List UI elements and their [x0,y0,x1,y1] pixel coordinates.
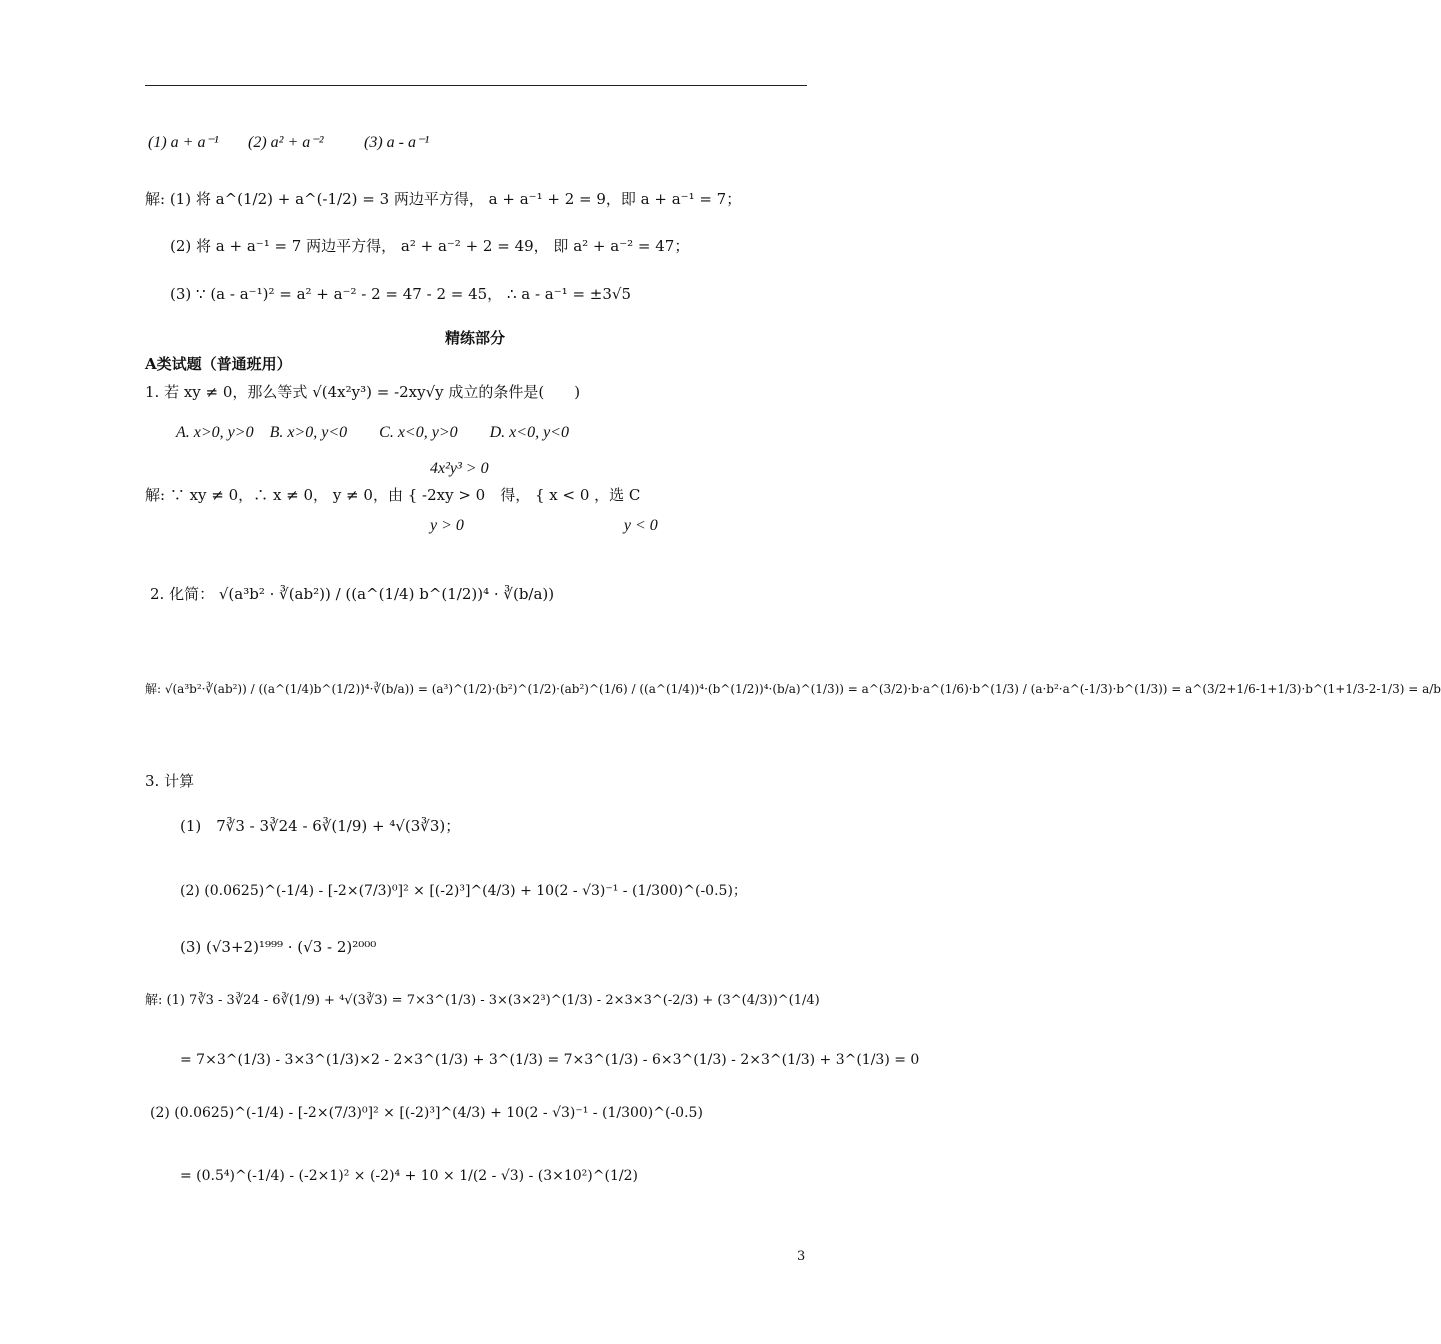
subsection-title: A类试题（普通班用） [145,355,292,373]
part-3: (3) a - a⁻¹ [364,134,430,151]
q3-solution-2a: (2) (0.0625)^(-1/4) - [-2×(7/3)⁰]² × [(-2)³]^(4/3) + 10(2 - √3)⁻¹ - (1/300)^(-0.5) [150,1105,703,1121]
part-1: (1) a + a⁻¹ [148,134,219,151]
q3-solution-1b: = 7×3^(1/3) - 3×3^(1/3)×2 - 2×3^(1/3) + 3^(1/3) = 7×3^(1/3) - 6×3^(1/3) - 2×3^(1/3) + 3^(1/3) = 0 [180,1052,920,1068]
solution-line-3: (3) ∵ (a - a⁻¹)² = a² + a⁻² - 2 = 47 - 2 = 45， ∴ a - a⁻¹ = ±3√5 [170,285,632,303]
q1-answer-line-1: 4x²y³ > 0 [430,460,489,477]
q3-title: 3. 计算 [145,772,195,790]
page-number: 3 [797,1249,806,1264]
q1-stem: 1. 若 xy ≠ 0，那么等式 √(4x²y³) = -2xy√y 成立的条件是( ) [145,383,581,401]
q1-answer-line-3: y > 0 y < 0 [430,517,658,534]
header-rule [145,85,807,86]
q1-options: A. x>0, y>0 B. x>0, y<0 C. x<0, y>0 D. x<0, y<0 [176,424,569,441]
solution-line-2: (2) 将 a + a⁻¹ = 7 两边平方得， a² + a⁻² + 2 = 49， 即 a² + a⁻² = 47； [170,237,690,255]
part-2: (2) a² + a⁻² [248,134,324,151]
q3-part-2: (2) (0.0625)^(-1/4) - [-2×(7/3)⁰]² × [(-2)³]^(4/3) + 10(2 - √3)⁻¹ - (1/300)^(-0.5)； [180,883,747,899]
section-title: 精练部分 [444,329,505,347]
q2-stem: 2. 化简： √(a³b² · ∛(ab²)) / ((a^(1/4) b^(1/2))⁴ · ∛(b/a)) [150,585,555,603]
q2-solution: 解: √(a³b²·∛(ab²)) / ((a^(1/4)b^(1/2))⁴·∛(b/a)) = (a³)^(1/2)·(b²)^(1/2)·(ab²)^(1/6) / ((a^(1/4))⁴·(b^(1/2))⁴·(b/a)^(1/3)) = a^(3/2)·b·a^(1/6)·b^(1/3) / (a·b²·a^(-1/3)·b^(1/3)) = a^(3/2+1/6-1+1/3)·b^(1+1/3-2-1/3) = a/b [145,682,1441,696]
solution-line-1: 解: (1) 将 a^(1/2) + a^(-1/2) = 3 两边平方得， a + a⁻¹ + 2 = 9，即 a + a⁻¹ = 7； [145,190,742,208]
q3-solution-1a: 解: (1) 7∛3 - 3∛24 - 6∛(1/9) + ⁴√(3∛3) = 7×3^(1/3) - 3×(3×2³)^(1/3) - 2×3×3^(-2/3) + (3^(4/3))^(1/4) [145,993,820,1008]
q3-part-1: (1) 7∛3 - 3∛24 - 6∛(1/9) + ⁴√(3∛3)； [180,817,461,835]
q3-part-3: (3) (√3+2)¹⁹⁹⁹ · (√3 - 2)²⁰⁰⁰ [180,938,377,956]
q1-answer-line-2: 解: ∵ xy ≠ 0，∴ x ≠ 0， y ≠ 0，由 { -2xy > 0 得， { x < 0 ，选 C [145,486,641,504]
q3-solution-2b: = (0.5⁴)^(-1/4) - (-2×1)² × (-2)⁴ + 10 × 1/(2 - √3) - (3×10²)^(1/2) [180,1168,638,1184]
